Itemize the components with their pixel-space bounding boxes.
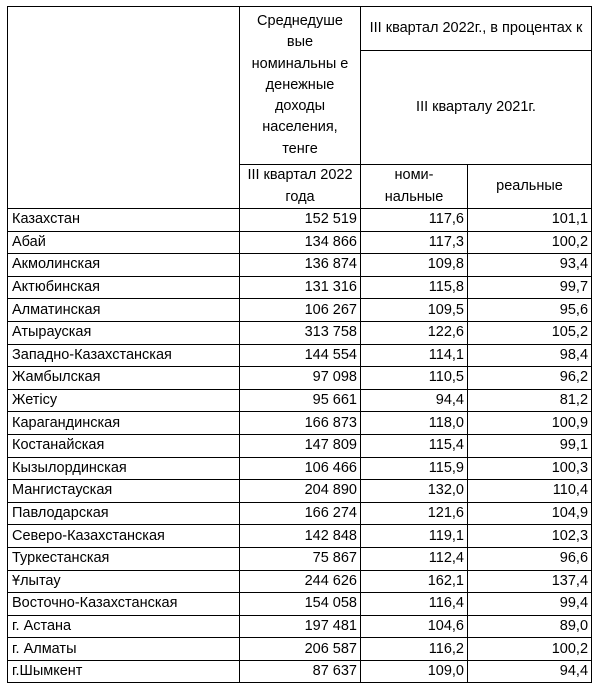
income-header: Среднедуше вые номинальны е денежные доходы населения, тенге <box>240 7 361 165</box>
real-cell: 94,4 <box>468 660 592 683</box>
real-header: реальные <box>468 165 592 209</box>
income-cell: 144 554 <box>240 344 361 367</box>
corner-cell <box>8 7 240 209</box>
real-cell: 99,4 <box>468 593 592 616</box>
nominal-cell: 104,6 <box>361 615 468 638</box>
table-row <box>8 412 592 435</box>
real-cell: 100,9 <box>468 412 592 435</box>
nominal-cell: 112,4 <box>361 547 468 570</box>
table-row <box>8 299 592 322</box>
income-table-container <box>7 6 592 683</box>
real-cell: 100,2 <box>468 231 592 254</box>
group-header: III квартал 2022г., в процентах к <box>361 7 592 51</box>
income-cell: 136 874 <box>240 254 361 277</box>
table-row <box>8 344 592 367</box>
region-cell: Костанайская <box>8 434 240 457</box>
nominal-cell: 109,8 <box>361 254 468 277</box>
region-cell: Жамбылская <box>8 367 240 390</box>
region-cell: Ұлытау <box>8 570 240 593</box>
income-cell: 147 809 <box>240 434 361 457</box>
table-row <box>8 547 592 570</box>
region-cell: Карагандинская <box>8 412 240 435</box>
region-cell: Восточно-Казахстанская <box>8 593 240 616</box>
income-cell: 95 661 <box>240 389 361 412</box>
real-cell: 96,6 <box>468 547 592 570</box>
income-cell: 75 867 <box>240 547 361 570</box>
real-cell: 99,7 <box>468 276 592 299</box>
income-cell: 131 316 <box>240 276 361 299</box>
nominal-cell: 115,8 <box>361 276 468 299</box>
income-cell: 197 481 <box>240 615 361 638</box>
table-row <box>8 434 592 457</box>
region-cell: Северо-Казахстанская <box>8 525 240 548</box>
region-cell: Туркестанская <box>8 547 240 570</box>
income-table <box>7 6 592 683</box>
region-cell: Казахстан <box>8 209 240 232</box>
real-cell: 104,9 <box>468 502 592 525</box>
income-cell: 106 466 <box>240 457 361 480</box>
real-cell: 93,4 <box>468 254 592 277</box>
income-cell: 313 758 <box>240 321 361 344</box>
nominal-cell: 109,5 <box>361 299 468 322</box>
real-cell: 95,6 <box>468 299 592 322</box>
real-cell: 98,4 <box>468 344 592 367</box>
nominal-cell: 121,6 <box>361 502 468 525</box>
real-cell: 105,2 <box>468 321 592 344</box>
table-row <box>8 209 592 232</box>
table-row <box>8 480 592 503</box>
compare-period-header: III кварталу 2021г. <box>361 51 592 165</box>
region-cell: Кызылординская <box>8 457 240 480</box>
income-cell: 154 058 <box>240 593 361 616</box>
nominal-cell: 94,4 <box>361 389 468 412</box>
table-row <box>8 660 592 683</box>
table-row <box>8 457 592 480</box>
income-cell: 244 626 <box>240 570 361 593</box>
region-cell: Абай <box>8 231 240 254</box>
table-row <box>8 593 592 616</box>
nominal-cell: 162,1 <box>361 570 468 593</box>
period-header: III квартал 2022 года <box>240 165 361 209</box>
real-cell: 89,0 <box>468 615 592 638</box>
nominal-cell: 116,4 <box>361 593 468 616</box>
region-cell: Жетісу <box>8 389 240 412</box>
table-row <box>8 615 592 638</box>
income-cell: 134 866 <box>240 231 361 254</box>
table-row <box>8 231 592 254</box>
income-cell: 204 890 <box>240 480 361 503</box>
income-cell: 166 873 <box>240 412 361 435</box>
real-cell: 110,4 <box>468 480 592 503</box>
income-cell: 106 267 <box>240 299 361 322</box>
table-row <box>8 276 592 299</box>
real-cell: 96,2 <box>468 367 592 390</box>
real-cell: 81,2 <box>468 389 592 412</box>
nominal-cell: 117,6 <box>361 209 468 232</box>
region-cell: Атырауская <box>8 321 240 344</box>
real-cell: 102,3 <box>468 525 592 548</box>
nominal-cell: 115,4 <box>361 434 468 457</box>
table-row <box>8 254 592 277</box>
income-cell: 152 519 <box>240 209 361 232</box>
nominal-cell: 117,3 <box>361 231 468 254</box>
region-cell: Актюбинская <box>8 276 240 299</box>
real-cell: 101,1 <box>468 209 592 232</box>
nominal-cell: 119,1 <box>361 525 468 548</box>
nominal-cell: 122,6 <box>361 321 468 344</box>
table-row <box>8 367 592 390</box>
real-cell: 100,2 <box>468 638 592 661</box>
income-cell: 87 637 <box>240 660 361 683</box>
nominal-cell: 118,0 <box>361 412 468 435</box>
region-cell: Западно-Казахстанская <box>8 344 240 367</box>
nominal-cell: 109,0 <box>361 660 468 683</box>
income-cell: 142 848 <box>240 525 361 548</box>
region-cell: Алматинская <box>8 299 240 322</box>
real-cell: 137,4 <box>468 570 592 593</box>
real-cell: 100,3 <box>468 457 592 480</box>
nominal-cell: 132,0 <box>361 480 468 503</box>
nominal-cell: 116,2 <box>361 638 468 661</box>
income-cell: 97 098 <box>240 367 361 390</box>
table-row <box>8 525 592 548</box>
real-cell: 99,1 <box>468 434 592 457</box>
table-row <box>8 638 592 661</box>
table-row <box>8 502 592 525</box>
nominal-cell: 110,5 <box>361 367 468 390</box>
income-cell: 206 587 <box>240 638 361 661</box>
table-row <box>8 321 592 344</box>
nominal-cell: 115,9 <box>361 457 468 480</box>
region-cell: г. Алматы <box>8 638 240 661</box>
nominal-cell: 114,1 <box>361 344 468 367</box>
region-cell: Мангистауская <box>8 480 240 503</box>
region-cell: Акмолинская <box>8 254 240 277</box>
income-cell: 166 274 <box>240 502 361 525</box>
table-row <box>8 389 592 412</box>
region-cell: г. Астана <box>8 615 240 638</box>
nominal-header: номи- нальные <box>361 165 468 209</box>
table-row <box>8 570 592 593</box>
region-cell: г.Шымкент <box>8 660 240 683</box>
region-cell: Павлодарская <box>8 502 240 525</box>
